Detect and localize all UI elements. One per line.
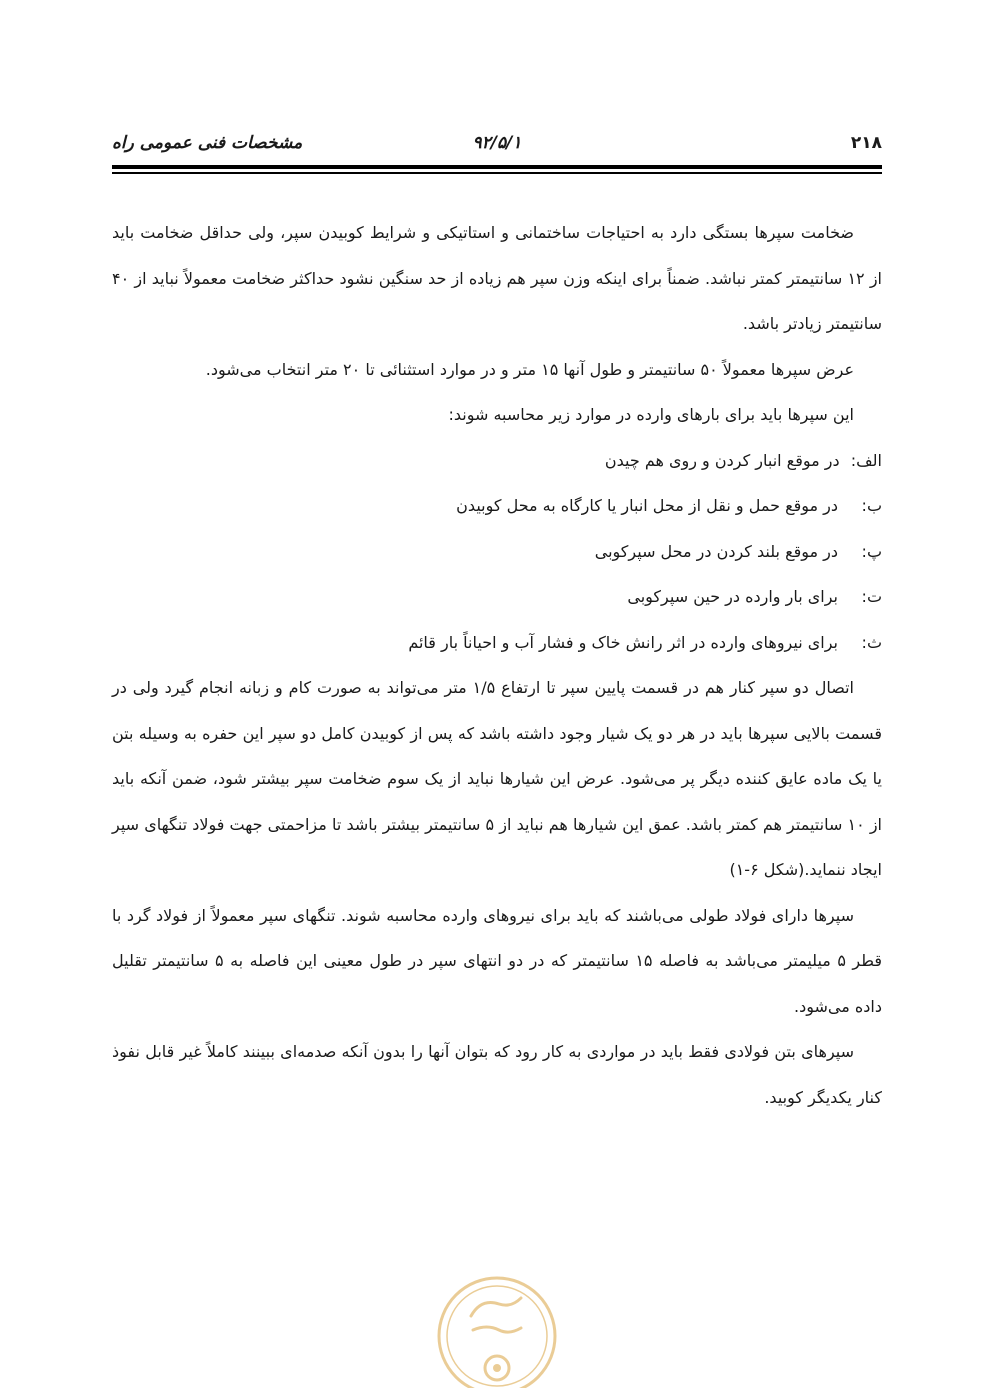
paragraph-reinforcement: سپرها دارای فولاد طولی می‌باشند که باید برای نیروهای وارده محاسبه شوند. تنگهای سپر معمولاً از فولاد گرد با قطر ۵ میلیمتر می‌باشد به فاصله ۱۵ سانتیمتر که در دو انتهای سپر در طول معینی این فاصله به ۵ سانتیمتر تقلیل داده می‌شود. [112, 905, 883, 1016]
page-header [112, 128, 882, 158]
paragraph-joints: اتصال دو سپر کنار هم در قسمت پایین سپر تا ارتفاع ۱/۵ متر می‌تواند به صورت کام و زبانه انجام گیرد ولی در قسمت بالایی سپرها باید در هر دو یک شیار وجود داشته باشد که پس از کوبیدن کامل دو سپر این حفره به وسیله بتن یا یک ماده عایق کننده دیگر پر می‌شود. عرض این شیارها نباید از یک سوم ضخامت سپر بیشتر شود، ضمن آنکه باید از ۱۰ سانتیمتر هم کمتر باشد. عمق این شیارها هم نباید از ۵ سانتیمتر بیشتر باشد تا مزاحمتی جهت فولاد تنگهای سپر ایجاد ننماید.(شکل ۶-۱) [112, 678, 883, 879]
paragraph-thickness: ضخامت سپرها بستگی دارد به احتیاجات ساختمانی و استاتیکی و شرایط کوبیدن سپر، ولی حداقل ضخامت باید از ۱۲ سانتیمتر کمتر نباشد. ضمناً برای اینکه وزن سپر هم زیاده از حد سنگین نشود حداکثر ضخامت معمولاً نباید از ۴۰ سانتیمتر زیادتر باشد. [112, 223, 882, 333]
list-item-label: ث: [861, 632, 882, 652]
list-item-text: در موقع انبار کردن و روی هم چیدن [604, 450, 840, 470]
header-title: مشخصات فنی عمومی راه [112, 133, 303, 153]
list-item-label: پ: [861, 541, 882, 561]
paragraph-usage: سپرهای بتن فولادی فقط باید در مواردی به کار رود که بتوان آنها را بدون آنکه صدمه‌ای ببینند کاملاً غیر قابل نفوذ کنار یکدیگر کوبید. [112, 1042, 882, 1107]
publisher-logo-icon [433, 1272, 561, 1388]
body-text [112, 210, 882, 1120]
list-item [112, 438, 882, 484]
list-item [112, 529, 882, 575]
list-item [112, 574, 882, 620]
list-item-text: برای بار وارده در حین سپرکوبی [627, 587, 838, 606]
paragraph-loads-intro: این سپرها باید برای بارهای وارده در موارد زیر محاسبه شوند: [448, 405, 854, 424]
header-rule-thin [112, 172, 882, 174]
list-item-text: در موقع بلند کردن در محل سپرکوبی [594, 541, 838, 561]
list-item [112, 483, 882, 529]
paragraph-width: عرض سپرها معمولاً ۵۰ سانتیمتر و طول آنها ۱۵ متر و در موارد استثنائی تا ۲۰ متر انتخاب می‌شود. [205, 359, 854, 379]
list-item [112, 620, 882, 666]
page-number: ۲۱۸ [850, 133, 882, 153]
list-item-label: الف: [850, 450, 882, 470]
header-date: ۹۲/۵/۱ [472, 133, 522, 153]
list-item-label: ب: [861, 496, 882, 515]
list-item-text: در موقع حمل و نقل از محل انبار یا کارگاه به محل کوبیدن [456, 496, 838, 515]
header-rule-thick [112, 165, 882, 169]
list-item-text: برای نیروهای وارده در اثر رانش خاک و فشار آب و احیاناً بار قائم [408, 632, 838, 652]
list-item-label: ت: [861, 587, 882, 606]
